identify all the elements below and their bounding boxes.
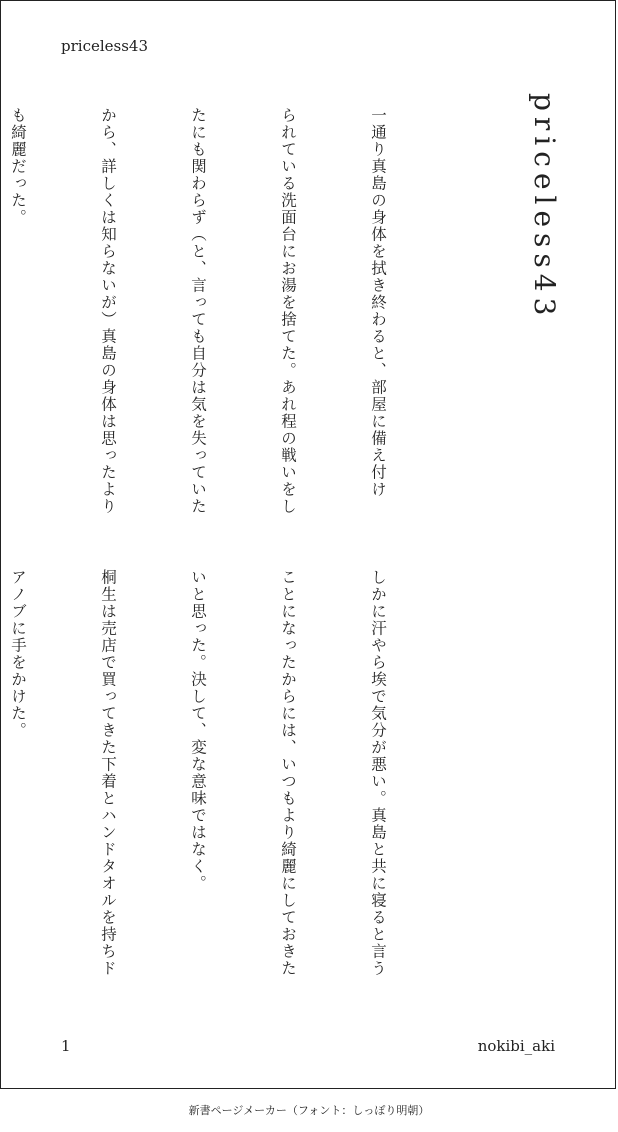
text-line: 一通り真島の身体を拭き終わると、部屋に備え付け xyxy=(369,107,387,498)
body-text-top xyxy=(0,107,453,527)
text-line: から、詳しくは知らないが）真島の身体は思ったより xyxy=(99,107,117,515)
text-line: られている洗面台にお湯を捨てた。あれ程の戦いをし xyxy=(279,107,297,515)
text-line: たにも関わらず（と、言っても自分は気を失っていた xyxy=(189,107,207,515)
footer-note: 新書ページメーカー（フォント：しっぽり明朝） xyxy=(188,1104,430,1117)
header-title: priceless43 xyxy=(61,37,149,55)
vertical-title: priceless43 xyxy=(528,93,561,322)
page-number: 1 xyxy=(61,1037,71,1055)
text-line: いと思った。決して、変な意味ではなく。 xyxy=(189,569,207,892)
body-text-bottom xyxy=(0,569,453,1009)
text-line: も綺麗だった。 xyxy=(9,107,27,226)
text-line: ことになったからには、いつもより綺麗にしておきた xyxy=(279,569,297,977)
author-name: nokibi_aki xyxy=(477,1037,555,1055)
text-line: しかに汗やら埃で気分が悪い。真島と共に寝ると言う xyxy=(369,569,387,977)
text-line: アノブに手をかけた。 xyxy=(9,569,27,739)
text-line: 桐生は売店で買ってきた下着とハンドタオルを持ちド xyxy=(99,569,117,977)
